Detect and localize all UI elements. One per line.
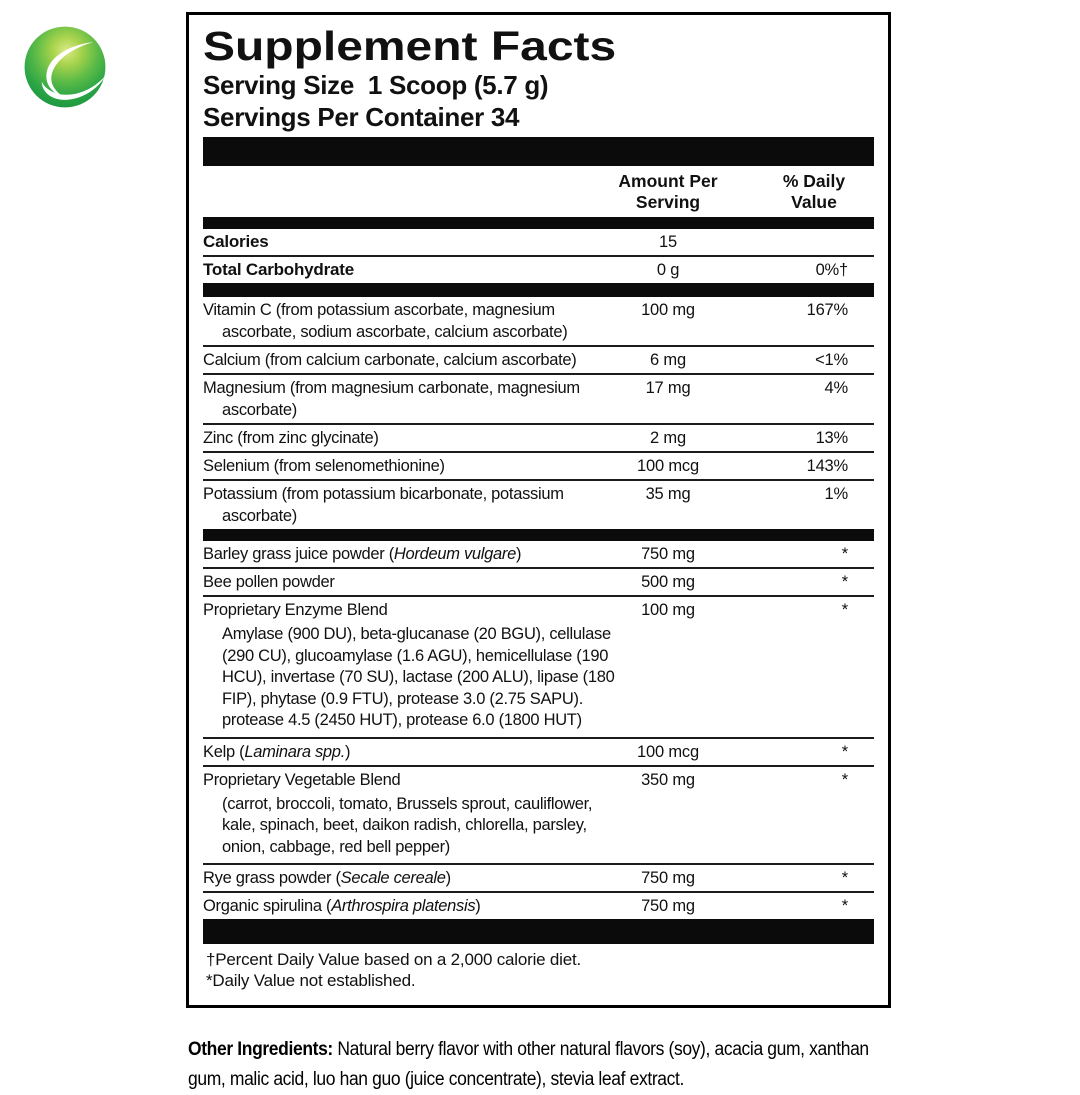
row-name: Organic spirulina (Arthrospira platensis) [203, 897, 481, 915]
table-row-vegetable-blend [203, 767, 874, 866]
row-name: Magnesium (from magnesium carbonate, magnesium ascorbate) [203, 379, 580, 419]
row-amount: 750 mg [641, 897, 695, 915]
row-dv: 1% [824, 485, 848, 503]
row-dv: * [841, 601, 848, 619]
row-amount: 100 mg [641, 601, 695, 619]
row-amount: 750 mg [641, 869, 695, 887]
row-dv: * [841, 545, 848, 563]
row-dv: * [841, 770, 848, 789]
empty-header-cell [203, 171, 582, 213]
column-headers [203, 166, 874, 217]
supplement-facts-panel [186, 12, 891, 1008]
row-dv: 0%† [815, 261, 848, 279]
row-dv: <1% [815, 351, 848, 369]
row-name: Selenium (from selenomethionine) [203, 457, 445, 475]
thick-divider-bar [203, 919, 874, 944]
serving-size: Serving Size 1 Scoop (5.7 g) [203, 70, 549, 100]
thick-divider-bar [203, 137, 874, 166]
table-row-rye-grass [203, 865, 874, 893]
divider-bar [203, 529, 874, 541]
row-amount: 17 mg [645, 379, 691, 397]
amount-per-serving-header: Amount Per Serving [618, 171, 718, 212]
table-row-zinc [203, 425, 874, 453]
row-amount: 6 mg [650, 351, 686, 369]
footnote-daily-value: †Percent Daily Value based on a 2,000 calorie diet. [206, 950, 582, 969]
table-row-magnesium [203, 375, 874, 425]
footnotes [203, 944, 874, 991]
table-row-enzyme-blend [203, 597, 874, 739]
enzyme-blend-components: Amylase (900 DU), beta-glucanase (20 BGU), cellulase (290 CU), glucoamylase (1.6 AGU), hemicellulase (190 HCU), invertase (70 SU), lactase (200 ALU), lipase (180 FIP), phytase (0.9 FTU), protease 3.0 (2.75 SAPU). protease 4.5 (2450 HUT), protease 6.0 (1800 HUT) [222, 625, 615, 729]
row-name: Barley grass juice powder (Hordeum vulgare) [203, 545, 522, 563]
vegetable-blend-components: (carrot, broccoli, tomato, Brussels sprout, cauliflower, kale, spinach, beet, daikon radish, chlorella, parsley, onion, cabbage, red bell pepper) [222, 794, 593, 856]
green-sphere-swoosh-icon [22, 24, 108, 110]
row-name: Calcium (from calcium carbonate, calcium ascorbate) [203, 351, 577, 369]
row-dv: * [841, 869, 848, 887]
row-amount: 100 mg [641, 301, 695, 319]
row-amount: 100 mcg [637, 457, 699, 475]
table-row-total-carbohydrate [203, 257, 874, 283]
panel-title: Supplement Facts [203, 23, 617, 69]
row-dv: 4% [824, 379, 848, 397]
row-name: Bee pollen powder [203, 573, 335, 591]
row-amount: 750 mg [641, 545, 695, 563]
row-name: Rye grass powder (Secale cereale) [203, 869, 451, 887]
row-amount: 35 mg [645, 485, 691, 503]
row-name: Total Carbohydrate [203, 260, 354, 279]
other-ingredients-text: Natural berry flavor with other natural flavors (soy), acacia gum, xanthan gum, malic acid, luo han guo (juice concentrate), stevia leaf extract. [188, 1039, 869, 1090]
row-name: Kelp (Laminara spp.) [203, 742, 351, 761]
other-ingredients-label: Other Ingredients: [188, 1039, 338, 1060]
row-amount: 0 g [656, 261, 680, 279]
table-row-selenium [203, 453, 874, 481]
table-row-bee-pollen [203, 569, 874, 597]
table-row-potassium [203, 481, 874, 529]
row-dv: 13% [815, 429, 848, 447]
brand-logo [22, 24, 108, 110]
row-dv: * [841, 897, 848, 915]
row-name: Zinc (from zinc glycinate) [203, 429, 379, 447]
table-row-calories [203, 229, 874, 257]
row-amount: 15 [659, 233, 677, 251]
table-row-spirulina [203, 893, 874, 919]
other-ingredients [188, 1035, 892, 1095]
servings-per-container: Servings Per Container 34 [203, 102, 520, 132]
row-amount: 2 mg [650, 429, 686, 447]
table-row-barley-grass [203, 541, 874, 569]
row-dv: * [841, 742, 848, 761]
row-name: Vitamin C (from potassium ascorbate, magnesium ascorbate, sodium ascorbate, calcium ascorbate) [203, 301, 568, 341]
row-name: Potassium (from potassium bicarbonate, potassium ascorbate) [203, 485, 564, 525]
row-amount: 500 mg [641, 573, 695, 591]
table-row-kelp [203, 739, 874, 767]
row-dv: 143% [806, 457, 848, 475]
row-amount: 100 mcg [637, 742, 699, 761]
row-name: Proprietary Enzyme Blend [203, 601, 388, 619]
footnote-not-established: *Daily Value not established. [206, 971, 416, 990]
row-dv: * [841, 573, 848, 591]
row-amount: 350 mg [641, 770, 695, 789]
daily-value-header: % Daily Value [782, 171, 846, 212]
table-row-calcium [203, 347, 874, 375]
divider-bar [203, 283, 874, 297]
row-name: Calories [203, 232, 269, 251]
row-name: Proprietary Vegetable Blend [203, 770, 401, 789]
divider-bar [203, 217, 874, 229]
table-row-vitamin-c [203, 297, 874, 347]
row-dv: 167% [806, 301, 848, 319]
